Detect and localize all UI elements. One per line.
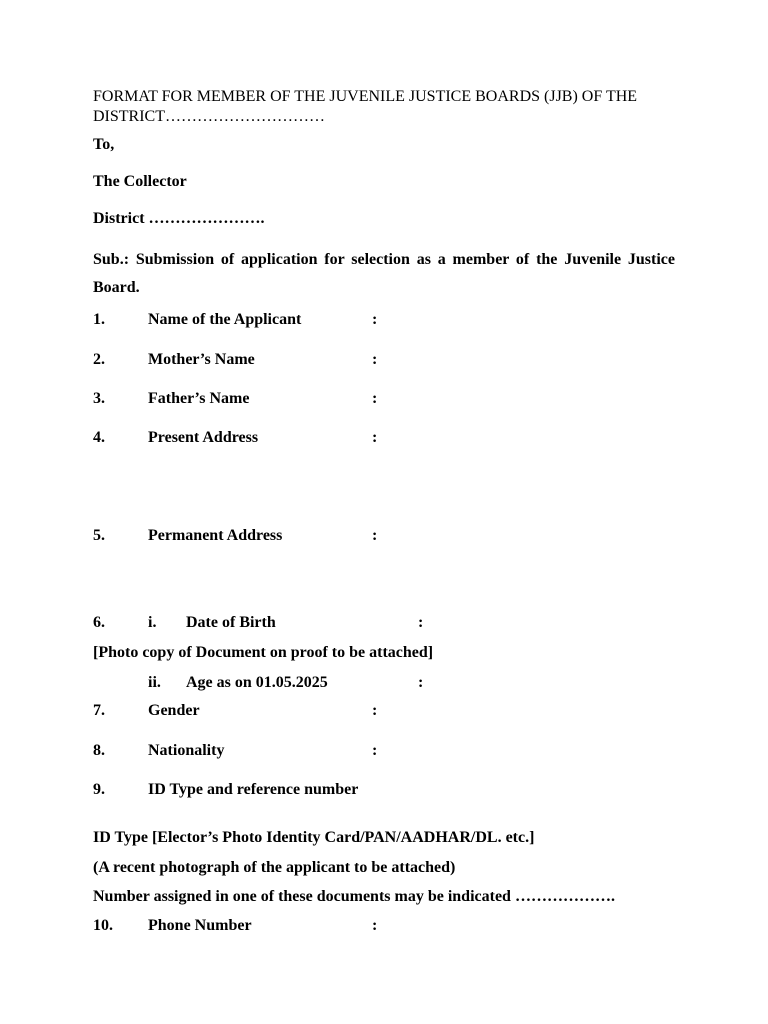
subject-line: Sub.: Submission of application for selection as a member of the Juvenile Justice Board. [93, 251, 675, 296]
address-district: District …………………. [93, 210, 265, 227]
field-colon: : [418, 674, 424, 691]
field-colon: : [372, 311, 378, 328]
sub-item-number: i. [148, 614, 157, 631]
form-title-line-1: FORMAT FOR MEMBER OF THE JUVENILE JUSTICE BOARDS (JJB) OF THE [93, 88, 638, 105]
field-colon: : [372, 702, 378, 719]
id-type-note: ID Type [Elector’s Photo Identity Card/PAN/AADHAR/DL. etc.] [93, 829, 535, 846]
dob-proof-note: [Photo copy of Document on proof to be attached] [93, 644, 434, 661]
field-colon: : [372, 742, 378, 759]
field-colon: : [372, 351, 378, 368]
field-label: Permanent Address [148, 527, 283, 544]
field-number: 7. [93, 702, 105, 719]
id-number-note: Number assigned in one of these documents may be indicated ………………. [93, 888, 615, 905]
field-colon: : [372, 429, 378, 446]
address-to: To, [93, 136, 115, 153]
field-number: 6. [93, 614, 105, 631]
field-label: Age as on 01.05.2025 [186, 674, 328, 691]
field-label: Name of the Applicant [148, 311, 302, 328]
field-number: 4. [93, 429, 105, 446]
field-label: Date of Birth [186, 614, 276, 631]
field-label: Present Address [148, 429, 259, 446]
field-number: 9. [93, 781, 105, 798]
field-label: Gender [148, 702, 200, 719]
field-number: 2. [93, 351, 105, 368]
field-number: 1. [93, 311, 105, 328]
field-label: Nationality [148, 742, 225, 759]
field-colon: : [372, 527, 378, 544]
field-number: 5. [93, 527, 105, 544]
field-colon: : [372, 917, 378, 934]
field-number: 3. [93, 390, 105, 407]
field-colon: : [418, 614, 424, 631]
field-colon: : [372, 390, 378, 407]
field-number: 10. [93, 917, 113, 934]
field-number: 8. [93, 742, 105, 759]
sub-item-number: ii. [148, 674, 161, 691]
field-label: Phone Number [148, 917, 252, 934]
photograph-note: (A recent photograph of the applicant to be attached) [93, 859, 456, 876]
address-collector: The Collector [93, 173, 187, 190]
field-label: ID Type and reference number [148, 781, 359, 798]
form-title-line-2: DISTRICT………………………… [93, 108, 325, 125]
field-label: Mother’s Name [148, 351, 255, 368]
field-label: Father’s Name [148, 390, 250, 407]
